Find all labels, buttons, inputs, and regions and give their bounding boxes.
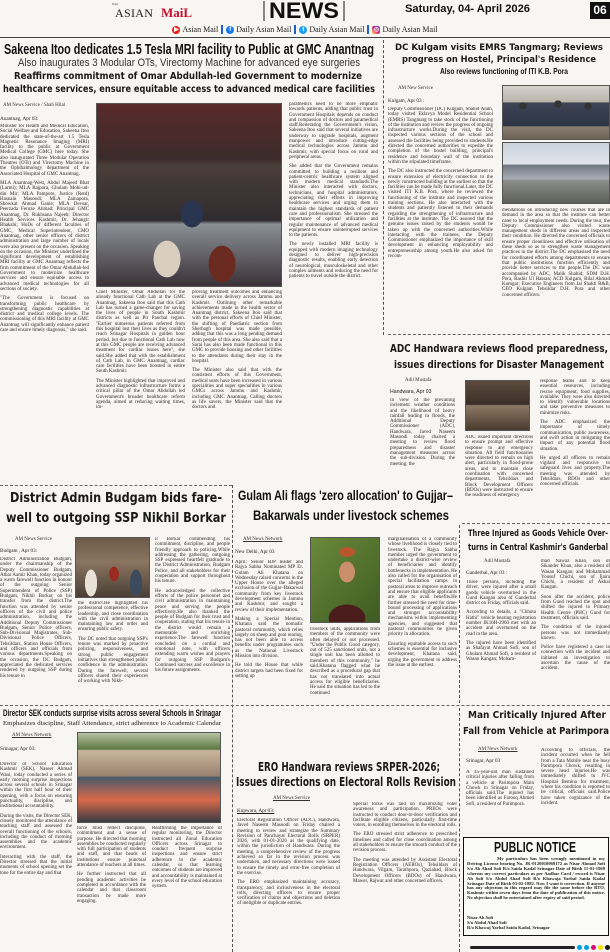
paragraph: mad Nawaz Khan, son of Sikander Khan, also a resident of Wasan Kangan; and Mohammad Yousuf Chichi, son of Ijaira Chichi, a resident of Akhal Kangan.: [541, 559, 610, 591]
article-column: [465, 435, 533, 517]
gulam-headline-2: [253, 508, 449, 522]
article-column: [388, 107, 493, 330]
byline: AM New Service: [398, 86, 433, 91]
byline: AM News Network: [12, 733, 52, 738]
handwara-photo: [465, 380, 530, 431]
headline-text: Three Injured as Goods Vehicle Over-: [468, 529, 608, 539]
headline-text: Man Critically Injured After: [468, 710, 606, 721]
headline-text: Also inaugurates 3 Modular OTs, Virectomy Machine for advanced eye surgeries: [18, 57, 360, 69]
paragraph: Making a Special Mention, Khatana said the nomadic pastoral community, which relies largely on sheep and goat rearing, has not been able to access benefits under programmes such as the National Livestock Mission into division.: [235, 616, 303, 660]
paragraph: Deputy Commissioner (DC) Kulgam, Shahid Alam, today visited Eklavya Model Residential School (EMRS) Tangmarg to take stock of the functioning of the institution and review the progress of ongoing infrastructure works.During the visit, the DC inspected various sections of the school and assessed the facilities being provided to students.He directed the concerned authorities to expedite the completion of the hostel building, principal's residence and boundary wall of the institution within the stipulated timeframe.: [388, 107, 493, 165]
handwara-headline-2: [394, 359, 604, 370]
budgam-headline-1: [10, 492, 222, 505]
paragraph: Reaffirming the importance of regular monitoring, the Director instructed all Zonal Education Officers across Srinagar to conduct frequent surprise inspections and ensure strict adherence to the academic calendar, so that learning outcomes of students are improved and accountability is maintained at every level of the school education system.: [152, 826, 222, 890]
page-number: 06: [590, 2, 610, 19]
issue-date: [405, 4, 530, 15]
dateline: Handwara, Apr 03: [390, 389, 432, 395]
paragraph: response teams and to keep essential resources, including rescue equipment, food supplies, available. They were also directed to identify vulnerable locations and take preventive measures to minimize risks.: [540, 379, 610, 416]
headline-text: NEWS: [269, 0, 339, 23]
article-column: [353, 802, 457, 952]
headline-text: DC Kulgam visits EMRS Tangmarg; Reviews: [395, 43, 603, 53]
paragraph: "The Government is focused on transforming public healthcare by strengthening diagnostic capabilities at district and medical college levels. The commissioning of this MRI facility at GMC Anantnag will significantly enhance patient care and ensure timely diagnosis," she said.: [0, 296, 89, 333]
logo-asian: ASIAN: [115, 6, 154, 20]
paragraph: District Administration Budgam, under the chairmanship of the Deputy Commissioner Budgam, Athar Aamir Khan, today organized a warm farewell function in honour of the outgoing Senior Superintendent of Police (SSP) Budgam, Nikhil Borkar, on his transfer from the district.The function was attended by senior officers of the civil and police administration, including the Additional Deputy Commissioner Budgam, Senior Police officers, Sub-Divisional Magistrates, Sub-Divisional Police Officers, Tehsildars, Station House Officers, and officers and officials from various departments.Speaking on the occasion, the DC Budgam, appreciated the dedicated services rendered by outgoing SSP during his tenure in: [0, 557, 72, 679]
headline-text: ADC Handwara reviews flood preparedness,: [390, 342, 608, 355]
social-bar: [150, 24, 460, 35]
ero-headline-1: [258, 761, 440, 773]
kulgam-subhead: [440, 68, 568, 76]
notice-title: [494, 840, 576, 855]
signature-line: R/o Khawaj Yarbal Saida Kadal, Srinagar: [467, 925, 550, 930]
article-column: [388, 537, 457, 748]
headline-text: Sakeena Itoo dedicates 1.5 Tesla MRI facility to Public at GMC Anantnag: [4, 41, 374, 58]
paragraph: The ADC emphasized the importance of timely communication, public awareness, and swift action in mitigating the impact of any potential flood situation.: [540, 420, 610, 452]
paragraph: paramedics need to be more emphatic towards patients, adding that public trust in Government Hospitals depends on conduct and compassion of doctors and paramedical staff.Reiterating the Government's vision, Sakeena Itoo said that several initiatives are underway to upgrade hospitals, augment manpower and introduce cutting-edge medical technologies across Jammu and Kashmir, with special focus on rural and peripheral areas.: [289, 102, 378, 160]
budgam-headline-2: [6, 512, 226, 525]
article-column: [0, 124, 89, 482]
dateline: New Delhi, Apr 03: [235, 549, 275, 555]
article-column: [541, 559, 610, 700]
headline-text: Saturday, 04- April 2026: [405, 3, 530, 15]
paragraph: Three persons, including the driver, were injured after a small goods vehicle overturned in the Gund Kangan area of Ganderbal district on Friday, officials said.: [466, 580, 536, 607]
headline-text: ERO Handwara reviews SRPER-2026;: [258, 760, 440, 774]
kulgam-headline-1: [395, 44, 603, 53]
headline-text: Bakarwals under livestock schemes: [253, 507, 449, 523]
paragraph: According to details, a "Chhota Hathi" vehicle bearing registration number JK16H-2960 met with an accident and overturned on the road in the area.: [466, 610, 536, 637]
article-column: [96, 290, 185, 482]
article-column: [235, 560, 303, 748]
dateline: Srinagar, Apr 03:: [0, 746, 36, 752]
social-facebook[interactable]: f Daily Asian Mail: [226, 25, 291, 34]
paragraph: According to officials, the incident occurred when he fell from a Tata Mobile near the busy Parimpora Chowk, resulting in severe head injuries.He was immediately shifted to JVC Hospital Bemina for treatment, where his condition is reported to be critical, officials said.Police have taken cognizance of the incident.: [541, 748, 610, 806]
public-notice: [463, 837, 609, 936]
headline-text: well to outgoing SSP Nikhil Borkar: [6, 511, 226, 526]
twitter-icon: t: [299, 26, 307, 34]
paragraph: A 45-year-old man sustained critical injuries after falling from a vehicle at Parimpora Main Chowk in Srinagar on Friday, officials said.The injured has been identified as Farooq Ahmed Sofi, a resident of Parimpora.: [466, 770, 534, 807]
paragraph: force must reflect discipline, commitment and a sense of purpose. He directed that morning assemblies be conducted regularly with full participation of students and staff, and that heads of institutions ensure punctual attendance of teachers at all times.: [77, 826, 146, 869]
headline-text: PUBLIC NOTICE: [494, 839, 576, 856]
headline-text: District Admin Budgam bids fare-: [10, 491, 222, 506]
paragraph: In view of the prevailing inclement weather conditions and the likelihood of heavy rainfall leading to floods, the Additional Deputy Commissioner (ADC), Handwara, Javed Naseem Masoodi today chaired a meeting to review flood preparedness and disaster management measures across the sub-division. During the meeting, the: [390, 398, 455, 467]
social-instagram[interactable]: ◎ Daily Asian Mail: [373, 25, 438, 34]
budgam-photo: [75, 537, 150, 598]
paragraph: Chief Minister, Omar Abdullah for the already functional Cath Lab at the GMC Anantnag, Sakeena Itoo said that this Cath Lab has turned a game-changer for saving the lives of people in South Kashmir districts as well as Pir Panchal region. "Earlier numerous patients referred from this hospital lost their lives as they couldn't reach Srinagar Hospitals in golden hour period, but due to functional Cath Lab now at this GMC people are receiving advanced treatment for cardiac issues here", she said.She added that with the establishment of Cath Lab, in GMC Anantnag, cardiac care facilities have been boosted in entire South Kashmir.: [96, 290, 185, 375]
sek-subhead: [3, 721, 221, 727]
dateline: Budgam , Apr 03:: [0, 548, 38, 554]
dateline: Kupwara, Apr 03:: [237, 808, 275, 814]
byline: Adil Mustafa: [484, 559, 511, 564]
byline: AM News Network: [478, 747, 518, 752]
paragraph: April: Senior BJP leader and Rajya Sabha Nominated MP Er. Gulam Ali Khatana on Wednesday raised concerns in the Upper House over the alleged exclusion of the Gujjar–Bakarwal community from key livestock development schemes in Jammu and Kashmir, and sought a review of their implementation.: [235, 560, 303, 613]
paragraph: Police have registered a case in connection with the incident and initiated an investigation to ascertain the cause of the accident.: [541, 645, 610, 672]
dateline: Srinagar, Apr 03: [466, 758, 501, 764]
paragraph: Soon after the accident, police from Gund reached the spot and shifted the injured to Primary Health Centre (PHC) Gund for treatment, officials said.: [541, 594, 610, 621]
byline: Adil Mustafa: [405, 378, 432, 383]
main-subhead-1: [18, 58, 360, 69]
kulgam-photo-1: [502, 85, 610, 140]
main-photo: [96, 103, 282, 287]
article-column: [541, 748, 610, 832]
signature-line: S/o Abdul Ahad Sofi: [467, 920, 507, 925]
paragraph: mendations on introducing new courses that are in demand in the area so that the institute can better cater to local employment needs. During the tour, the Deputy Commissioner also visited waste management sheds in different areas and inspected their condition. He directed the concerned officials to ensure proper cleanliness and effective utilisation of these sheds so as to strengthen waste management practices in the district.The DC emphasised the need for coordinated efforts among departments to ensure that public institutions function efficiently and provide better services to the people.The DC was accompanied by ADC, Malik Shahid; SDM D.H. Pora, Bashir Ul Hassan; ACD Kulgam, Bilal Ahmad Kumgar; Executive Engineers from Jal Shakti R&B, CEO Kulgam Tehsildar D.H. Pora and other concerned officers.: [502, 208, 610, 298]
sek-headline: [3, 709, 221, 718]
ganderbal-headline-2: [468, 544, 608, 553]
social-twitter[interactable]: t Daily Asian Mail: [299, 25, 364, 34]
kulgam-photo-2: [502, 142, 610, 204]
headline-text: Gulam Ali flags 'zero allocation' to Gujjar–: [238, 487, 453, 503]
notice-signature: [467, 915, 550, 930]
byline: AM News Service: [15, 537, 52, 542]
notice-body: My particulars has been wrongly mentioned in my Driving License bearing No. JK-0120010069172 as Nisar Ahmad Sofi S/o Ab Ahad Sofi R/o Saida Kadal Srinagar Date of Birth 11-01-1969 whereas my correct particulars as per Aadhar Card / record is Nisar Ah Sofi S/o Abdul Ahad Sofi R/o Khawaja Yarbal Saida Kadal Srinagar Date of Birth 03-02-1882. Now I want it correction. If anyone has any objection in this regard may file the same before the RTO, Kashmir within seven days from the date of publication of this notice. No objection shall be entertained after expiry of said period.: [467, 857, 605, 901]
byline: AM News Network: [243, 537, 283, 542]
paragraph: Ensuring equitable access to such schemes is essential for inclusive development, Khatana said, urging the government to address the issue at the earliest.: [388, 641, 457, 668]
logo-mail: MaiL: [161, 5, 193, 20]
headline-text: Director SEK conducts surprise visits across several Schools in Srinagar: [3, 708, 221, 718]
article-column: [502, 208, 610, 330]
paragraph: Special focus was laid on maximizing voter awareness and participation. PREOs were instructed to conduct door-to-door verification and facilitate eligible citizens, particularly first-time voters, in enrolling themselves in the electoral rolls.: [353, 802, 457, 829]
paragraph: il Borkar commending his commitment, discipline, and people friendly approach to policing.While addressing the gathering, outgoing SSP expressed heartfelt gratitude to the District Administration, Budgam Police, and all stakeholders for their cooperation and support throughout his tenure.: [155, 537, 230, 585]
dateline: Ganderbal, Apr 03 :: [466, 570, 508, 576]
article-column: [390, 398, 455, 484]
paragraph: He urged all officers to remain vigilant and responsive to safeguard lives and property.The meeting was attended by Tehsildars, BDOs and other concerned officials.: [540, 455, 610, 488]
dateline: Kulgam, Apr 03 :: [388, 98, 425, 104]
article-column: [0, 762, 72, 952]
main-subhead-3: [3, 85, 375, 95]
instagram-icon: ◎: [373, 26, 380, 33]
headline-text: healthcare services, ensure equitable access to advanced medical care facilities: [3, 84, 375, 95]
dateline: Anantnag, Apr 03:: [0, 116, 39, 122]
paragraph: proving treatment outcomes and enhancing overall service delivery across Jammu and Kashmir. Outlining other remarkable achievements made in the health sector of Anantnag district, Sakeena Itoo said that with the personal efforts of Chief Minister, the shifting of Paediatric section from Sherbagh hospital was made possible, adding that this was a long pending demand from people of this area. She also said that a Sarai has also been made functional in this GMC to provide housing and other facilities to the attendants during their stay in the hospital.: [192, 290, 282, 364]
logo-small-text: Daily: [112, 2, 119, 6]
kulgam-headline-2: [402, 56, 596, 65]
headline-text: Issues directions on Electoral Rolls Revision: [236, 775, 456, 789]
article-column: [540, 379, 610, 517]
signature-line: Nisar Ah Sofi: [467, 915, 494, 920]
paragraph: He told the House that while district targets had been fixed for setting up: [235, 663, 303, 679]
color-registration-bar: [470, 944, 610, 950]
masthead-rule: [0, 37, 610, 38]
parimpora-headline-2: [463, 727, 609, 737]
section-title: [269, 0, 339, 22]
byline: AM News Service: [273, 796, 310, 801]
main-headline: [4, 42, 374, 57]
paragraph: The DC noted that outgoing SSP's tenure was marked by proactive policing, responsiveness, and strong public engagement initiatives that strengthened public confidence in the administration. During the farewell, several officers shared their experiences of working with Nikh-: [78, 636, 148, 685]
article-column: [78, 601, 148, 699]
paragraph: the district.He highlighted his professional competence, effective leadership, and close coordination with the civil administration in maintaining law and order and ensuring public safety.: [78, 601, 148, 633]
byline: AM News Service / Shah Hilal: [3, 103, 66, 108]
headline-text: progress on Hostel, Principal's Residence: [402, 55, 596, 65]
logo: [112, 2, 207, 22]
headline-text: turns in Central Kashmir's Ganderbal: [468, 543, 608, 553]
article-column: [289, 102, 378, 482]
paragraph: Electoral Registration Officer (ADC), Handwara, Javed Naseem Masoodi on Friday chaired a meeting to review and strategize the Summary Revision of Panchayat Electoral Rolls (SRPER) 2026, with 01-01-2026 as the qualifying date, within the jurisdiction of Handwara. During the meeting, a comprehensive review of the progress achieved so far in the revision process was undertaken, and necessary directions were issued to ensure the timely and error-free completion of the exercise.: [237, 818, 340, 876]
article-column: [155, 537, 230, 699]
youtube-icon: ▶: [174, 26, 179, 33]
article-column: [0, 557, 72, 699]
paragraph: She added that the Government remains committed to building a resilient and patient-centric healthcare system aligned with modern medical standards.The Minister also interacted with doctors, technicians, and hospital administrators, appreciating their efforts in improving healthcare services and urging them to maintain the highest standards of patient care and professionalism. She stressed the importance of optimal utilization and regular maintenance of advanced medical equipment to ensure uninterrupted services to the patients.: [289, 164, 378, 239]
paragraph: He further instructed that all pending academic activities be completed in accordance with the calendar and that classroom transaction be made more engaging.: [77, 872, 146, 904]
article-column: [152, 826, 222, 952]
gulam-photo: [310, 537, 380, 623]
article-column: [466, 580, 536, 700]
paragraph: The Minister highlighted that improved and advanced diagnostic infrastructure forms a critical pillar of the Omar Abdullah led Government's broader healthcare reform agenda, aimed at reducing waiting times, im-: [96, 378, 185, 411]
article-column: [237, 818, 340, 952]
main-subhead-2: [14, 72, 362, 82]
paragraph: The condition of the injured persons was not immediately known.: [541, 625, 610, 641]
paragraph: The ERO emphasized maintaining accuracy, transparency, and inclusiveness in the electoral rolls, directing officers to ensure proper verification of claims and objections and deletion of ineligible or duplicate entries.: [237, 880, 340, 907]
paragraph: MLA Anantnag-West, Abdul Majeed Bhat (Larmi); MLA Rajpora, Ghulam Mohi-ud-din Mir; MLA Pampore, Justice (Retd) Hasnain Masoodi; MLA Zainapora, Showkat Ahmad Ganie; MLA Devsar, Peerzada Feroze Ahmad; Principal GMC Anantnag, Dr. Rukhsana Najeeb; Director Health Services Kashmir, Dr. Jehangir Bhakshi; HoDs of different faculties of GMC, Medical Superintendent, CMO Anantnag, other senior officers of district administration and large number of locals were also present on the occasion. Speaking on the occasion, the Minister underlined the significant development of establishing MRI facility at GMC Anantnag reflects the firm commitment of the Omar Abdullah-led Government to modernize healthcare services and ensure equitable access to advanced medical technologies for all sections of society.: [0, 180, 89, 292]
paragraph: Director of School Education Kashmir (SEK), Naseer Ahmad Wani, today conducted a series of early morning surprise inspections across several schools in Srinagar within the first half hour of their opening, with a focus on ensuring punctuality, discipline, and institutional accountability.: [0, 762, 72, 810]
article-column: [192, 290, 282, 482]
paragraph: ADC issued important directions to ensure prompt and effective response to any emergency situation. All field functionaries were directed to remain on high alert, particularly in flood-prone areas, and to maintain close coordination with concerned departments. Tehsildars and Block Development Officers (BDOs) were instructed to ensure the readiness of emergency: [465, 435, 533, 499]
handwara-headline-1: [390, 343, 608, 354]
headline-text: Reaffirms commitment of Omar Abdullah-led Government to modernize: [14, 71, 362, 82]
paragraph: The newly installed MRI facility is equipped with modern imaging technology designed to deliver high-precision diagnostic results, enabling early detection of neurological, musculoskeletal and other complex ailments and reducing the need for patients to travel outside the district.: [289, 242, 378, 280]
headline-text: Also reviews functioning of ITI K.B. Pora: [440, 67, 568, 76]
paragraph: The injured have been identified as Shafayat Ahmad Sofi, son of Ghulam Ahmad Sofi, a resident of Wasan Kangan; Moham-: [466, 640, 536, 662]
paragraph: The ERO stressed strict adherence to prescribed timelines and called for close coordination among all stakeholders to ensure the smooth conduct of the revision process.: [353, 832, 457, 854]
paragraph: Interacting with the staff, the Director stressed that the initial moments of school opening set the tone for the entire day and that: [0, 854, 72, 876]
paragraph: Minister for Health and Medical Education, Social Welfare and Education, Sakeena Itoo dedicated the state-of-the-art 1.5 Tesla Magnetic Resonance Imaging (MRI) facility to the public at Government Medical College (GMC) here today. She also inaugurated Three Modular Operation Theatres (OTs) and Virectomy Machine in the Ophthalmology department of the Associated Hospital of GMC Anantnag.: [0, 124, 89, 177]
ero-headline-2: [236, 776, 456, 788]
sek-photo: [77, 732, 221, 823]
headline-text: Fall from Vehicle at Parimpora: [463, 726, 609, 737]
article-column: [77, 826, 146, 952]
headline-text: issues directions for Disaster Management: [394, 358, 604, 371]
parimpora-headline-1: [468, 711, 606, 721]
paragraph: The meeting was attended by Assistant Electoral Registration Officers (AEROs), Tehsildars of Handwara, Vilgam, Tarathpora, Qaziabad, Block Development Officers (BDOs) of Handwara, Mawer, Rajwar and other concerned officers.: [353, 857, 457, 884]
facebook-icon: f: [226, 26, 234, 34]
paragraph: marginalisation of a community whose livelihood is closely tied to livestock. The Rajya Sabha member urged the government to undertake a district-wise review of beneficiaries and identify bottlenecks in implementation. He also called for the organisation of special facilitation camps in pastoral areas to improve outreach and ensure that eligible applicants are able to avail benefits.He further stressed the need for time-bound processing of applications and stronger accountability mechanisms within implementing agencies, and suggested that pastoral communities be given priority in allocation.: [388, 537, 457, 638]
ganderbal-headline-1: [468, 530, 608, 539]
social-youtube[interactable]: ▶ Asian Mail: [174, 25, 219, 34]
article-column: [466, 770, 534, 832]
gulam-headline-1: [238, 488, 453, 502]
headline-text: Emphasizes discipline, Staff Attendance, strict adherence to Academic Calendar: [3, 721, 222, 727]
paragraph: The DC also instructed the concerned department to ensure extension of electricity connection to the newly constructed building at the earliest so that the facilities can be made fully functional.Later, the DC visited ITI K.B. Pora, where he reviewed the functioning of the institute and inspected various training sections. He also interacted with the students and patiently listened to their demands regarding the strengthening of infrastructure and facilities at the institute. The DC assured that the genuine issues raised by the students would be taken up with the concerned authorities.While interacting with the trainees, the Deputy Commissioner emphasized the importance of skill development in enhancing employability and entrepreneurship among youth.He also asked for recom-: [388, 169, 493, 260]
paragraph: The Minister also said that with the consistent efforts of this Government, medical seats have been increased in various specialities and super specialities in various GMCs across Jammu and Kashmir, including GMC Anantnag. Calling doctors as life savers, the Minister said that the doctors and: [192, 368, 282, 411]
paragraph: livestock units, applications from members of the community were often delayed or not processed. "Under the Public Good category, out of 525 sanctioned units, not a single unit has been allotted to members of this community," he said.Khatana flagged what he described as a procedural gap that has not translated into actual access for eligible beneficiaries. He said the situation has led to the continued: [310, 627, 380, 696]
article-column: [310, 627, 380, 748]
paragraph: He acknowledged the collective efforts of the police personnel and civil administration in maintaining peace and serving the people effectively.He also thanked the people of Budgam for their trust and cooperation, stating that his tenure in the district would remain a memorable and enriching experience.The farewell function concluded on a cordial and emotional note, with officers extending warm wishes and prayers for outgoing SSP Budgam's Continued success and excellence in his future assignments.: [155, 588, 230, 674]
paragraph: During the visits, the Director SEK, closely monitored the attendance of teaching staff and assessed the overall functioning of the schools, including the conduct of morning assemblies and the academic environment.: [0, 813, 72, 851]
